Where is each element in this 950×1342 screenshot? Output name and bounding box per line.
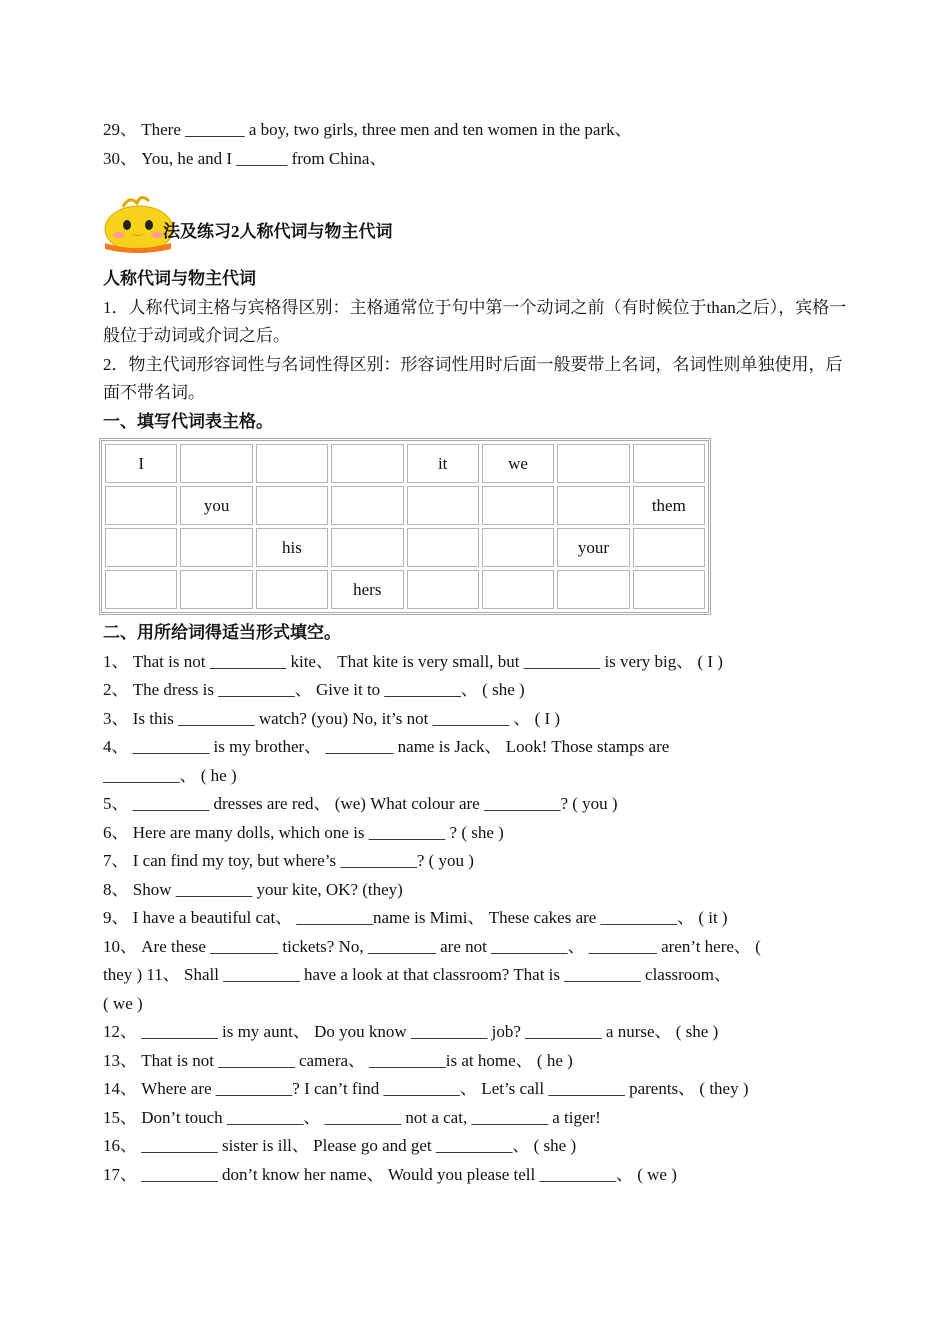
table-cell bbox=[331, 528, 403, 567]
exercise-item: 3、 Is this _________ watch? (you) No, it’s not _________ 、 ( I ) bbox=[103, 708, 561, 728]
table-cell bbox=[256, 486, 328, 525]
table-cell bbox=[633, 444, 705, 483]
exercise-item: 17、 _________ don’t know her name、 Would you please tell _________、 ( we ) bbox=[103, 1164, 677, 1184]
exercise-item: 9、 I have a beautiful cat、 _________name is Mimi、 These cakes are _________、 ( it ) bbox=[103, 908, 728, 927]
table-row bbox=[105, 486, 705, 525]
exercise-item: 7、 I can find my toy, but where’s _________? ( you ) bbox=[103, 851, 474, 870]
table-cell: them bbox=[633, 486, 705, 525]
table-cell bbox=[180, 444, 252, 483]
table-cell bbox=[407, 570, 479, 609]
exercise-item: 1、 That is not _________ kite、 That kite is very small, but _________ is very big、 ( I ) bbox=[103, 651, 723, 671]
table-cell bbox=[105, 528, 177, 567]
exercise-item: 2、 The dress is _________、 Give it to _________、 ( she ) bbox=[103, 680, 525, 699]
table-cell bbox=[256, 570, 328, 609]
exercise-item: 10、 Are these ________ tickets? No, ________ are not _________、 ________ aren’t here、 ( bbox=[103, 936, 761, 956]
section-title: 法及练习2人称代词与物主代词 bbox=[163, 222, 393, 241]
part-one-title: 一、填写代词表主格。 bbox=[103, 411, 273, 431]
table-row bbox=[105, 528, 705, 567]
table-cell bbox=[633, 528, 705, 567]
pronoun-table bbox=[99, 438, 711, 615]
table-cell bbox=[482, 570, 554, 609]
exercise-list bbox=[103, 648, 848, 1190]
exercise-item: 8、 Show _________ your kite, OK? (they) bbox=[103, 879, 403, 899]
rule-paragraph: 2．物主代词形容词性与名词性得区别：形容词性用时后面一般要带上名词，名词性则单独使用，后面不带名词。 bbox=[103, 354, 843, 402]
table-cell bbox=[180, 528, 252, 567]
table-cell: his bbox=[256, 528, 328, 567]
exercise-item: 4、 _________ is my brother、 ________ name is Jack、 Look! Those stamps are bbox=[103, 737, 670, 756]
table-cell bbox=[482, 528, 554, 567]
table-cell: hers bbox=[331, 570, 403, 609]
exercise-item: 6、 Here are many dolls, which one is _________ ? ( she ) bbox=[103, 822, 504, 842]
table-cell bbox=[482, 486, 554, 525]
table-cell bbox=[407, 486, 479, 525]
table-cell bbox=[105, 570, 177, 609]
section-heading bbox=[103, 191, 848, 247]
table-cell bbox=[557, 486, 629, 525]
table-cell bbox=[331, 444, 403, 483]
part-two-title: 二、用所给词得适当形式填空。 bbox=[103, 623, 341, 642]
rule-paragraph: 1．人称代词主格与宾格得区别：主格通常位于句中第一个动词之前（有时候位于than之后），宾格一般位于动词或介词之后。 bbox=[103, 297, 847, 345]
exercise-item: 14、 Where are _________? I can’t find _________、 Let’s call _________ parents、 ( they ) bbox=[103, 1079, 749, 1098]
table-row bbox=[105, 444, 705, 483]
table-cell bbox=[557, 570, 629, 609]
table-cell bbox=[557, 444, 629, 483]
table-cell bbox=[633, 570, 705, 609]
exercise-item: 29、 There _______ a boy, two girls, three men and ten women in the park、 bbox=[103, 120, 632, 139]
exercise-item: they ) 11、 Shall _________ have a look at that classroom? That is _________ classroom、 bbox=[103, 965, 731, 984]
document-page bbox=[103, 116, 848, 1189]
exercise-item: _________、 ( he ) bbox=[103, 765, 237, 785]
exercise-item: ( we ) bbox=[103, 993, 143, 1013]
table-cell bbox=[256, 444, 328, 483]
table-row bbox=[105, 570, 705, 609]
subheading: 人称代词与物主代词 bbox=[103, 269, 256, 288]
exercise-item: 30、 You, he and I ______ from China、 bbox=[103, 148, 387, 168]
exercise-item: 5、 _________ dresses are red、 (we) What colour are _________? ( you ) bbox=[103, 794, 618, 813]
exercise-item: 12、 _________ is my aunt、 Do you know _________ job? _________ a nurse、 ( she ) bbox=[103, 1022, 719, 1041]
previous-exercise-list bbox=[103, 116, 848, 173]
table-cell: it bbox=[407, 444, 479, 483]
table-cell bbox=[105, 486, 177, 525]
exercise-item: 16、 _________ sister is ill、 Please go and get _________、 ( she ) bbox=[103, 1136, 577, 1155]
exercise-item: 15、 Don’t touch _________、 _________ not a cat, _________ a tiger! bbox=[103, 1107, 601, 1127]
table-cell bbox=[180, 570, 252, 609]
table-cell: you bbox=[180, 486, 252, 525]
table-cell bbox=[331, 486, 403, 525]
table-cell: I bbox=[105, 444, 177, 483]
table-cell: your bbox=[557, 528, 629, 567]
table-cell bbox=[407, 528, 479, 567]
exercise-item: 13、 That is not _________ camera、 _________is at home、 ( he ) bbox=[103, 1050, 573, 1070]
table-cell: we bbox=[482, 444, 554, 483]
